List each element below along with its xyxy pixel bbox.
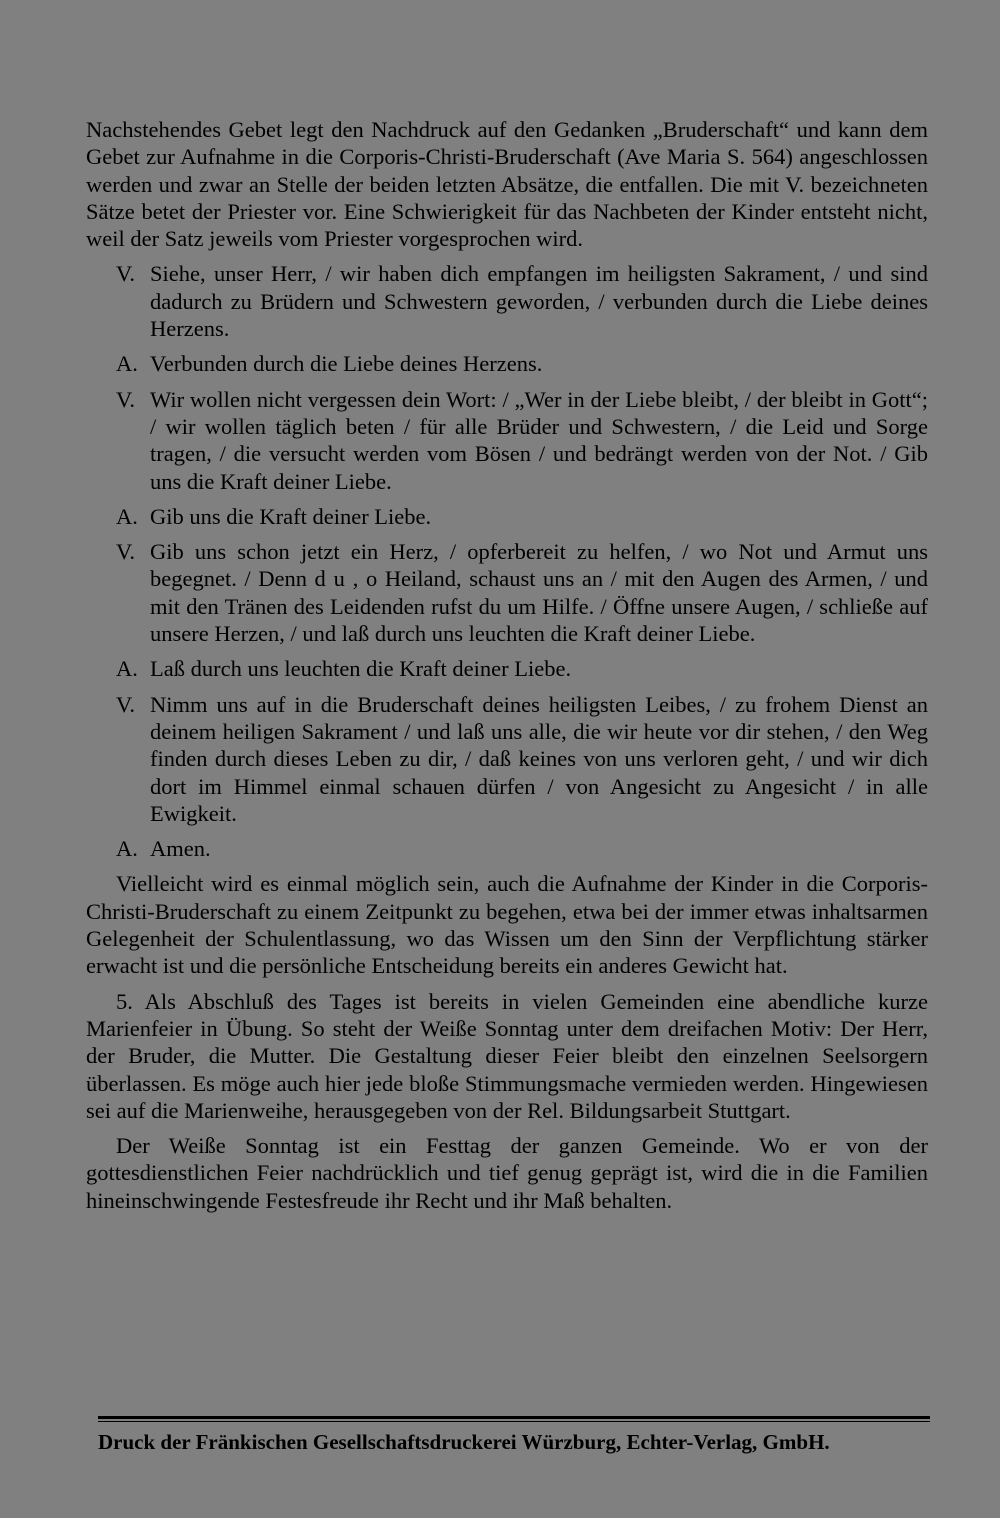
speaker-label: V. — [116, 386, 135, 412]
prayer-text: Siehe, unser Herr, / wir haben dich empfangen im heiligsten Sakrament, / und sind dadurch zu Brüdern und Schwestern geworden, / verbunden durch die Liebe deines Herzens. — [150, 261, 928, 342]
printer-imprint: Druck der Fränkischen Gesellschaftsdruckerei Würzburg, Echter-Verlag, GmbH. — [98, 1430, 830, 1454]
body-paragraph: Der Weiße Sonntag ist ein Festtag der ganzen Gemeinde. Wo er von der gottesdienstlichen Feier nachdrücklich und tief genug geprägt ist, wird die in die Familien hineinschwingende Festesfreude ihr Recht und ihr Maß behalten. — [86, 1133, 928, 1213]
prayer-response — [86, 350, 928, 377]
prayer-text: Laß durch uns leuchten die Kraft deiner Liebe. — [150, 656, 572, 682]
prayer-verse — [86, 691, 928, 827]
speaker-label: V. — [116, 691, 135, 717]
footer-rule — [98, 1416, 930, 1422]
prayer-text — [150, 538, 928, 647]
speaker-label: A. — [116, 836, 138, 862]
prayer-text: Gib uns die Kraft deiner Liebe. — [150, 503, 432, 529]
prayer-response — [86, 655, 928, 682]
prayer-text: Wir wollen nicht vergessen dein Wort: / „Wer in der Liebe bleibt, / der bleibt in Gott“; / wir wollen täglich beten / für alle Brüder und Schwestern, / die Leid und Sorge tragen, / die versucht werden vom Bösen / und bedrängt werden von der Not. / Gib uns die Kraft deiner Liebe. — [150, 386, 928, 494]
prayer-response — [86, 503, 928, 530]
speaker-label: V. — [116, 539, 135, 565]
prayer-response — [86, 835, 928, 862]
prayer-text-part: , o Heiland, schaust uns an / mit den Augen des Armen, / und mit den Tränen des Leidenden rufst du um Hilfe. / Öffne unsere Augen, / schließe auf unsere Herzen, / und laß durch uns leuchten die Kraft deiner Liebe. — [150, 566, 929, 647]
speaker-label: V. — [116, 261, 135, 287]
page-body — [86, 116, 928, 1222]
prayer-text: Amen. — [150, 836, 211, 862]
intro-paragraph: Nachstehendes Gebet legt den Nachdruck auf den Gedanken „Bruderschaft“ und kann dem Gebet zur Aufnahme in die Corporis-Christi-Bruderschaft (Ave Maria S. 564) angeschlossen werden und zwar an Stelle der beiden letzten Absätze, die entfallen. Die mit V. bezeichneten Sätze betet der Priester vor. Eine Schwierigkeit für das Nachbeten der Kinder entsteht nicht, weil der Satz jeweils vom Priester vorgesprochen wird. — [86, 117, 928, 252]
prayer-verse — [86, 386, 928, 495]
body-paragraph: Vielleicht wird es einmal möglich sein, auch die Aufnahme der Kinder in die Corporis-Christi-Bruderschaft zu einem Zeitpunkt zu begehen, etwa bei der immer etwas inhaltsarmen Gelegenheit der Schulentlassung, wo das Wissen um den Sinn der Verpflichtung stärker erwacht ist und die persönliche Entscheidung bereits ein anderes Gewicht hat. — [86, 871, 928, 979]
speaker-label: A. — [116, 503, 138, 529]
speaker-label: A. — [116, 351, 138, 377]
prayer-text-part: Gib uns schon jetzt ein Herz, / opferbereit zu helfen, / wo Not und Armut uns begegnet. / Denn — [150, 539, 928, 592]
prayer-text: Verbunden durch die Liebe deines Herzens. — [150, 351, 543, 377]
prayer-verse — [86, 538, 928, 647]
speaker-label: A. — [116, 656, 138, 682]
prayer-verse — [86, 260, 928, 342]
body-paragraph: 5. Als Abschluß des Tages ist bereits in vielen Gemeinden eine abendliche kurze Marienfeier in Übung. So steht der Weiße Sonntag unter dem dreifachen Motiv: Der Herr, der Bruder, die Mutter. Die Gestaltung dieser Feier bleibt den einzelnen Seelsorgern überlassen. Es möge auch hier jede bloße Stimmungsmache vermieden werden. Hingewiesen sei auf die Marienweihe, herausgegeben von der Rel. Bildungsarbeit Stuttgart. — [86, 988, 928, 1123]
prayer-text-emphasis: du — [314, 566, 353, 592]
prayer-text: Nimm uns auf in die Bruderschaft deines heiligsten Leibes, / zu frohem Dienst an deinem heiligen Sakrament / und laß uns alle, die wir heute vor dir stehen, / den Weg finden durch dieses Leben zu dir, / daß keines von uns verloren geht, / und wir dich dort im Himmel einmal schauen dürfen / von Angesicht zu Angesicht / in alle Ewigkeit. — [150, 691, 928, 826]
